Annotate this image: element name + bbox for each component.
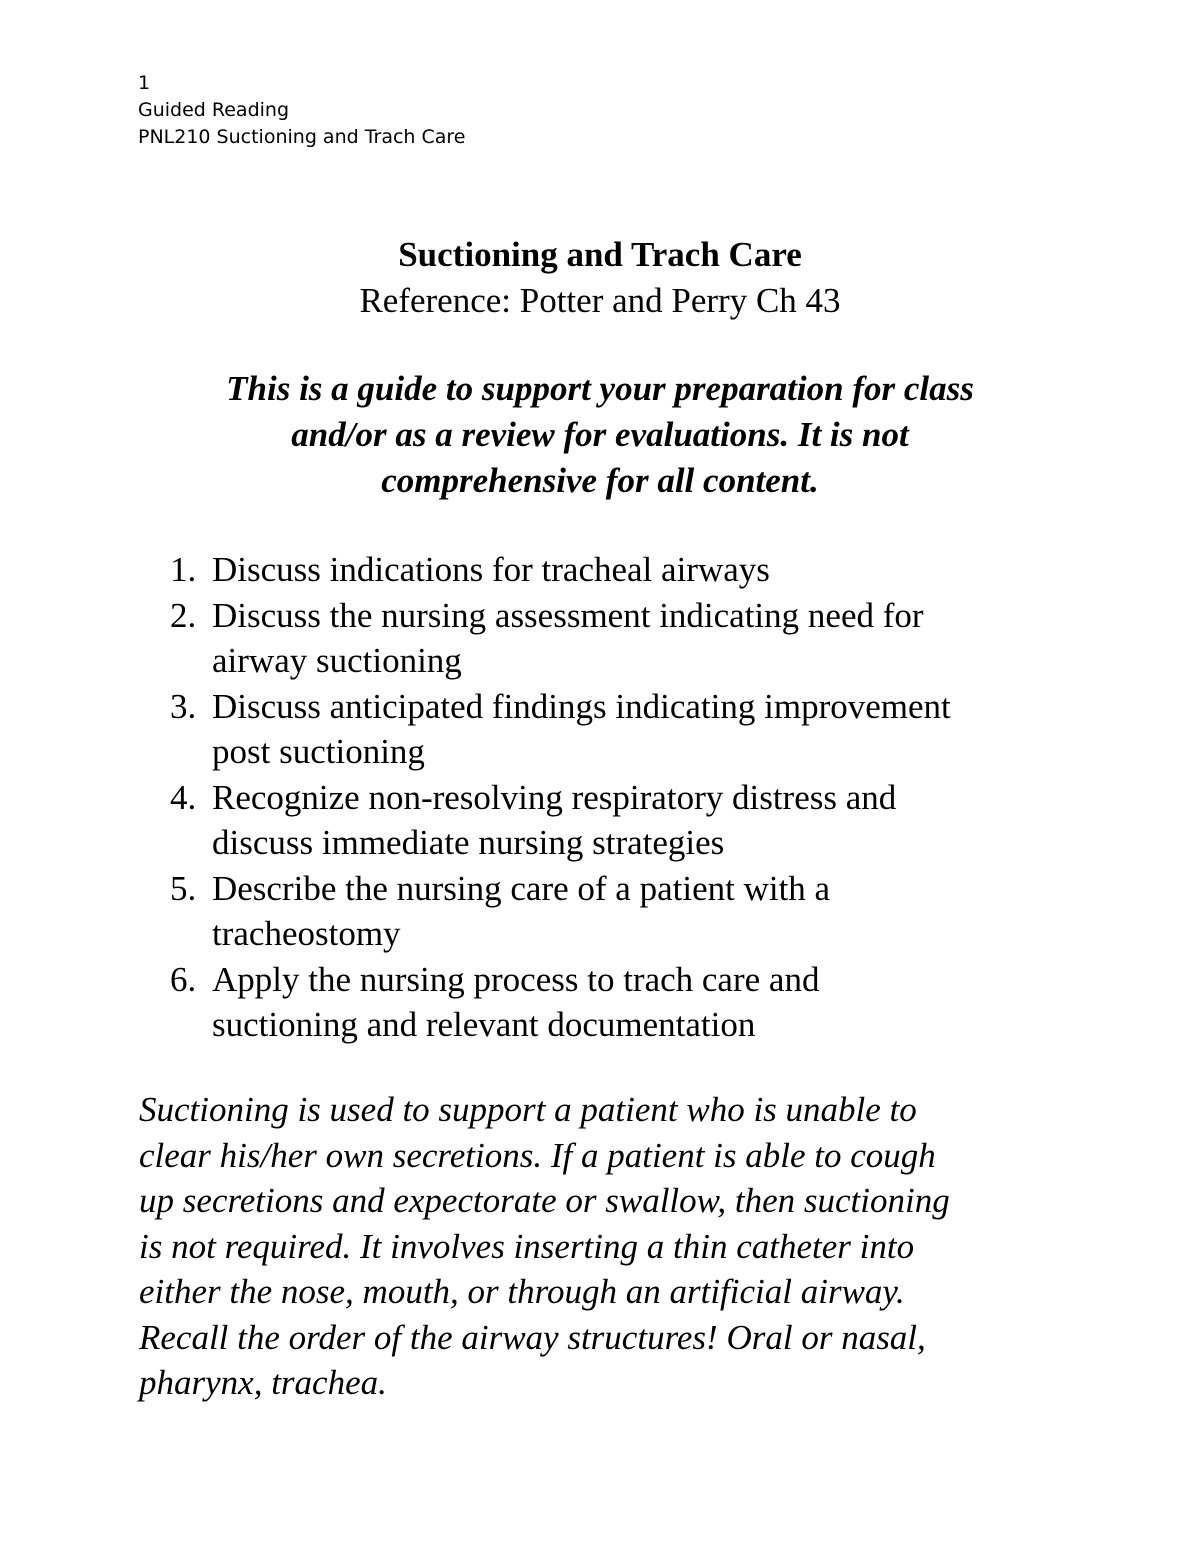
- guide-note: [140, 366, 1060, 504]
- paragraph-line: Suctioning is used to support a patient who is unable to: [139, 1090, 917, 1129]
- header-line-course: PNL210 Suctioning and Trach Care: [138, 126, 466, 148]
- title-block: [0, 232, 1200, 324]
- objective-number: 1.: [170, 550, 197, 589]
- paragraph-line: is not required. It involves inserting a thin catheter into: [139, 1226, 915, 1266]
- objective-item: [170, 593, 1070, 684]
- paragraph-line: Recall the order of the airway structures! Oral or nasal,: [139, 1317, 926, 1357]
- paragraph-line: pharynx, trachea.: [139, 1363, 387, 1402]
- guide-note-line: This is a guide to support your preparation for class: [226, 369, 974, 408]
- objective-line: Apply the nursing process to trach care and: [212, 959, 820, 999]
- guide-note-line: and/or as a review for evaluations. It is not: [291, 415, 909, 454]
- paragraph-line: up secretions and expectorate or swallow, then suctioning: [139, 1181, 950, 1220]
- objective-line: Discuss indications for tracheal airways: [212, 550, 770, 589]
- objective-line: Describe the nursing care of a patient with a: [212, 868, 831, 908]
- objective-line: post suctioning: [212, 732, 425, 771]
- page-number: 1: [138, 72, 151, 94]
- reference-line: Reference: Potter and Perry Ch 43: [359, 281, 841, 320]
- document-title: Suctioning and Trach Care: [398, 235, 802, 274]
- objective-line: Discuss anticipated findings indicating improvement: [212, 686, 951, 726]
- objective-line: airway suctioning: [212, 641, 462, 680]
- objective-line: suctioning and relevant documentation: [212, 1005, 756, 1044]
- objective-item: [170, 684, 1070, 775]
- header-line-guided-reading: Guided Reading: [138, 99, 290, 121]
- objectives-list: [170, 547, 1070, 1048]
- objective-item: [170, 775, 1070, 866]
- paragraph-line: either the nose, mouth, or through an artificial airway.: [139, 1272, 905, 1311]
- objective-item: [170, 957, 1070, 1048]
- objective-item: [170, 547, 1070, 593]
- guide-note-line: comprehensive for all content.: [381, 461, 819, 500]
- page-header: [138, 70, 466, 151]
- objective-line: Discuss the nursing assessment indicating need for: [212, 595, 924, 635]
- objective-item: [170, 866, 1070, 957]
- objective-number: 5.: [170, 868, 197, 908]
- objective-line: discuss immediate nursing strategies: [212, 823, 725, 862]
- objective-line: tracheostomy: [212, 914, 401, 953]
- objective-number: 2.: [170, 595, 197, 635]
- paragraph-line: clear his/her own secretions. If a patient is able to cough: [139, 1135, 936, 1175]
- objective-line: Recognize non-resolving respiratory distress and: [212, 777, 897, 817]
- objective-number: 6.: [170, 959, 197, 999]
- objective-number: 3.: [170, 686, 197, 726]
- objective-number: 4.: [170, 777, 197, 817]
- suctioning-paragraph: [139, 1087, 1079, 1406]
